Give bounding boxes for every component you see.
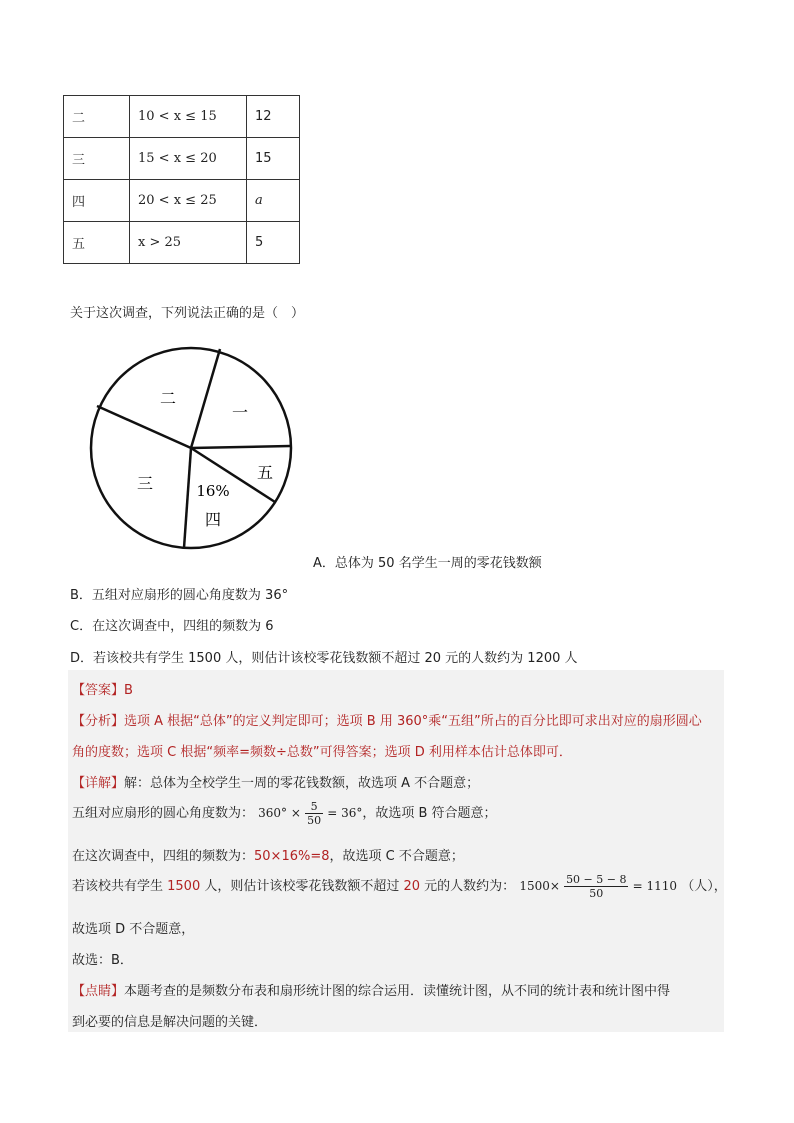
slice-label-3: 三	[136, 474, 154, 493]
fraction-numerator: 5	[305, 800, 323, 814]
fraction-denominator: 50	[589, 887, 604, 900]
count-cell: 12	[247, 96, 300, 138]
fraction-numerator: 50 − 5 − 8	[566, 873, 627, 886]
table-row	[64, 222, 300, 264]
comment-tag: 【点睛】	[72, 984, 125, 999]
answer-line	[72, 679, 133, 698]
pie-divider	[97, 406, 191, 448]
range-cell: 10 < x ≤ 15	[130, 96, 247, 138]
math-expression: 360° ×	[258, 806, 301, 820]
highlight-number: 20	[403, 879, 421, 894]
frequency-table	[63, 95, 300, 264]
detail-text: 若该校共有学生	[72, 879, 168, 894]
analysis-text: 选项 A 根据“总体”的定义判定即可；选项 B 用 360°乘“五组”所占的百分比即可求出对应的扇形圆心	[124, 714, 702, 729]
option-a: A．总体为 50 名学生一周的零花钱数额	[313, 556, 542, 571]
count-cell: 15	[247, 138, 300, 180]
comment-line-2: 到必要的信息是解决问题的关键．	[72, 1015, 268, 1030]
comment-line-1	[72, 980, 670, 999]
detail-line-5: 故选项 D 不合题意，	[72, 922, 195, 937]
detail-text: 人，则估计该校零花钱数额不超过	[200, 879, 404, 894]
group-cell: 三	[64, 138, 130, 180]
slice-label-4: 四	[204, 510, 222, 529]
detail-tag: 【详解】	[72, 776, 125, 791]
detail-line-4	[72, 873, 727, 900]
detail-text: 元的人数约为：	[420, 879, 516, 894]
detail-text: 在这次调查中，四组的频数为：	[72, 849, 255, 864]
slice-label-2: 二	[159, 389, 177, 408]
detail-text: 五组对应扇形的圆心角度数为：	[72, 806, 255, 821]
detail-text: （人），	[681, 879, 727, 894]
option-d: D．若该校共有学生 1500 人，则估计该校零花钱数额不超过 20 元的人数约为 1200 人	[70, 651, 578, 666]
analysis-line-2: 角的度数；选项 C 根据“频率=频数÷总数”可得答案；选项 D 利用样本估计总体即可．	[72, 745, 572, 760]
range-cell: 15 < x ≤ 20	[130, 138, 247, 180]
math-expression: = 1110	[632, 879, 678, 893]
detail-text: ，故选项 C 不合题意；	[329, 849, 464, 864]
count-cell: 5	[247, 222, 300, 264]
slice-percent-label: 16%	[196, 482, 230, 500]
slice-label-5: 五	[256, 463, 274, 482]
table-row	[64, 138, 300, 180]
detail-text: ，故选项 B 符合题意；	[362, 806, 497, 821]
count-cell: a	[247, 180, 300, 222]
group-cell: 四	[64, 180, 130, 222]
fraction	[564, 873, 628, 900]
analysis-line-1	[72, 710, 702, 729]
comment-text: 本题考查的是频数分布表和扇形统计图的综合运用．读懂统计图，从不同的统计表和统计图中得	[124, 984, 671, 999]
fraction	[305, 800, 323, 827]
answer-value: B	[124, 683, 133, 698]
option-b: B．五组对应扇形的圆心角度数为 36°	[70, 588, 289, 603]
math-expression: 1500×	[519, 879, 560, 893]
range-cell: 20 < x ≤ 25	[130, 180, 247, 222]
fraction-denominator: 50	[307, 814, 322, 827]
detail-line-1	[72, 772, 479, 791]
detail-text: 解：总体为全校学生一周的零花钱数额，故选项 A 不合题意；	[124, 776, 480, 791]
pie-divider	[184, 448, 191, 548]
answer-tag: 【答案】	[72, 683, 125, 698]
table-row	[64, 180, 300, 222]
detail-line-3	[72, 845, 464, 864]
analysis-tag: 【分析】	[72, 714, 125, 729]
slice-label-1: 一	[231, 403, 249, 422]
math-expression: = 36°	[327, 806, 363, 820]
option-c: C．在这次调查中，四组的频数为 6	[70, 619, 274, 634]
range-cell: x > 25	[130, 222, 247, 264]
pie-chart	[85, 342, 297, 554]
detail-line-6: 故选：B．	[72, 953, 133, 968]
pie-divider	[191, 446, 290, 448]
group-cell: 二	[64, 96, 130, 138]
question-text: 关于这次调查，下列说法正确的是（ ）	[70, 306, 305, 321]
detail-line-2	[72, 800, 497, 827]
pie-divider	[191, 349, 220, 448]
group-cell: 五	[64, 222, 130, 264]
highlight-number: 1500	[167, 879, 201, 894]
calculation: 50×16%=8	[254, 849, 330, 864]
table-row	[64, 96, 300, 138]
